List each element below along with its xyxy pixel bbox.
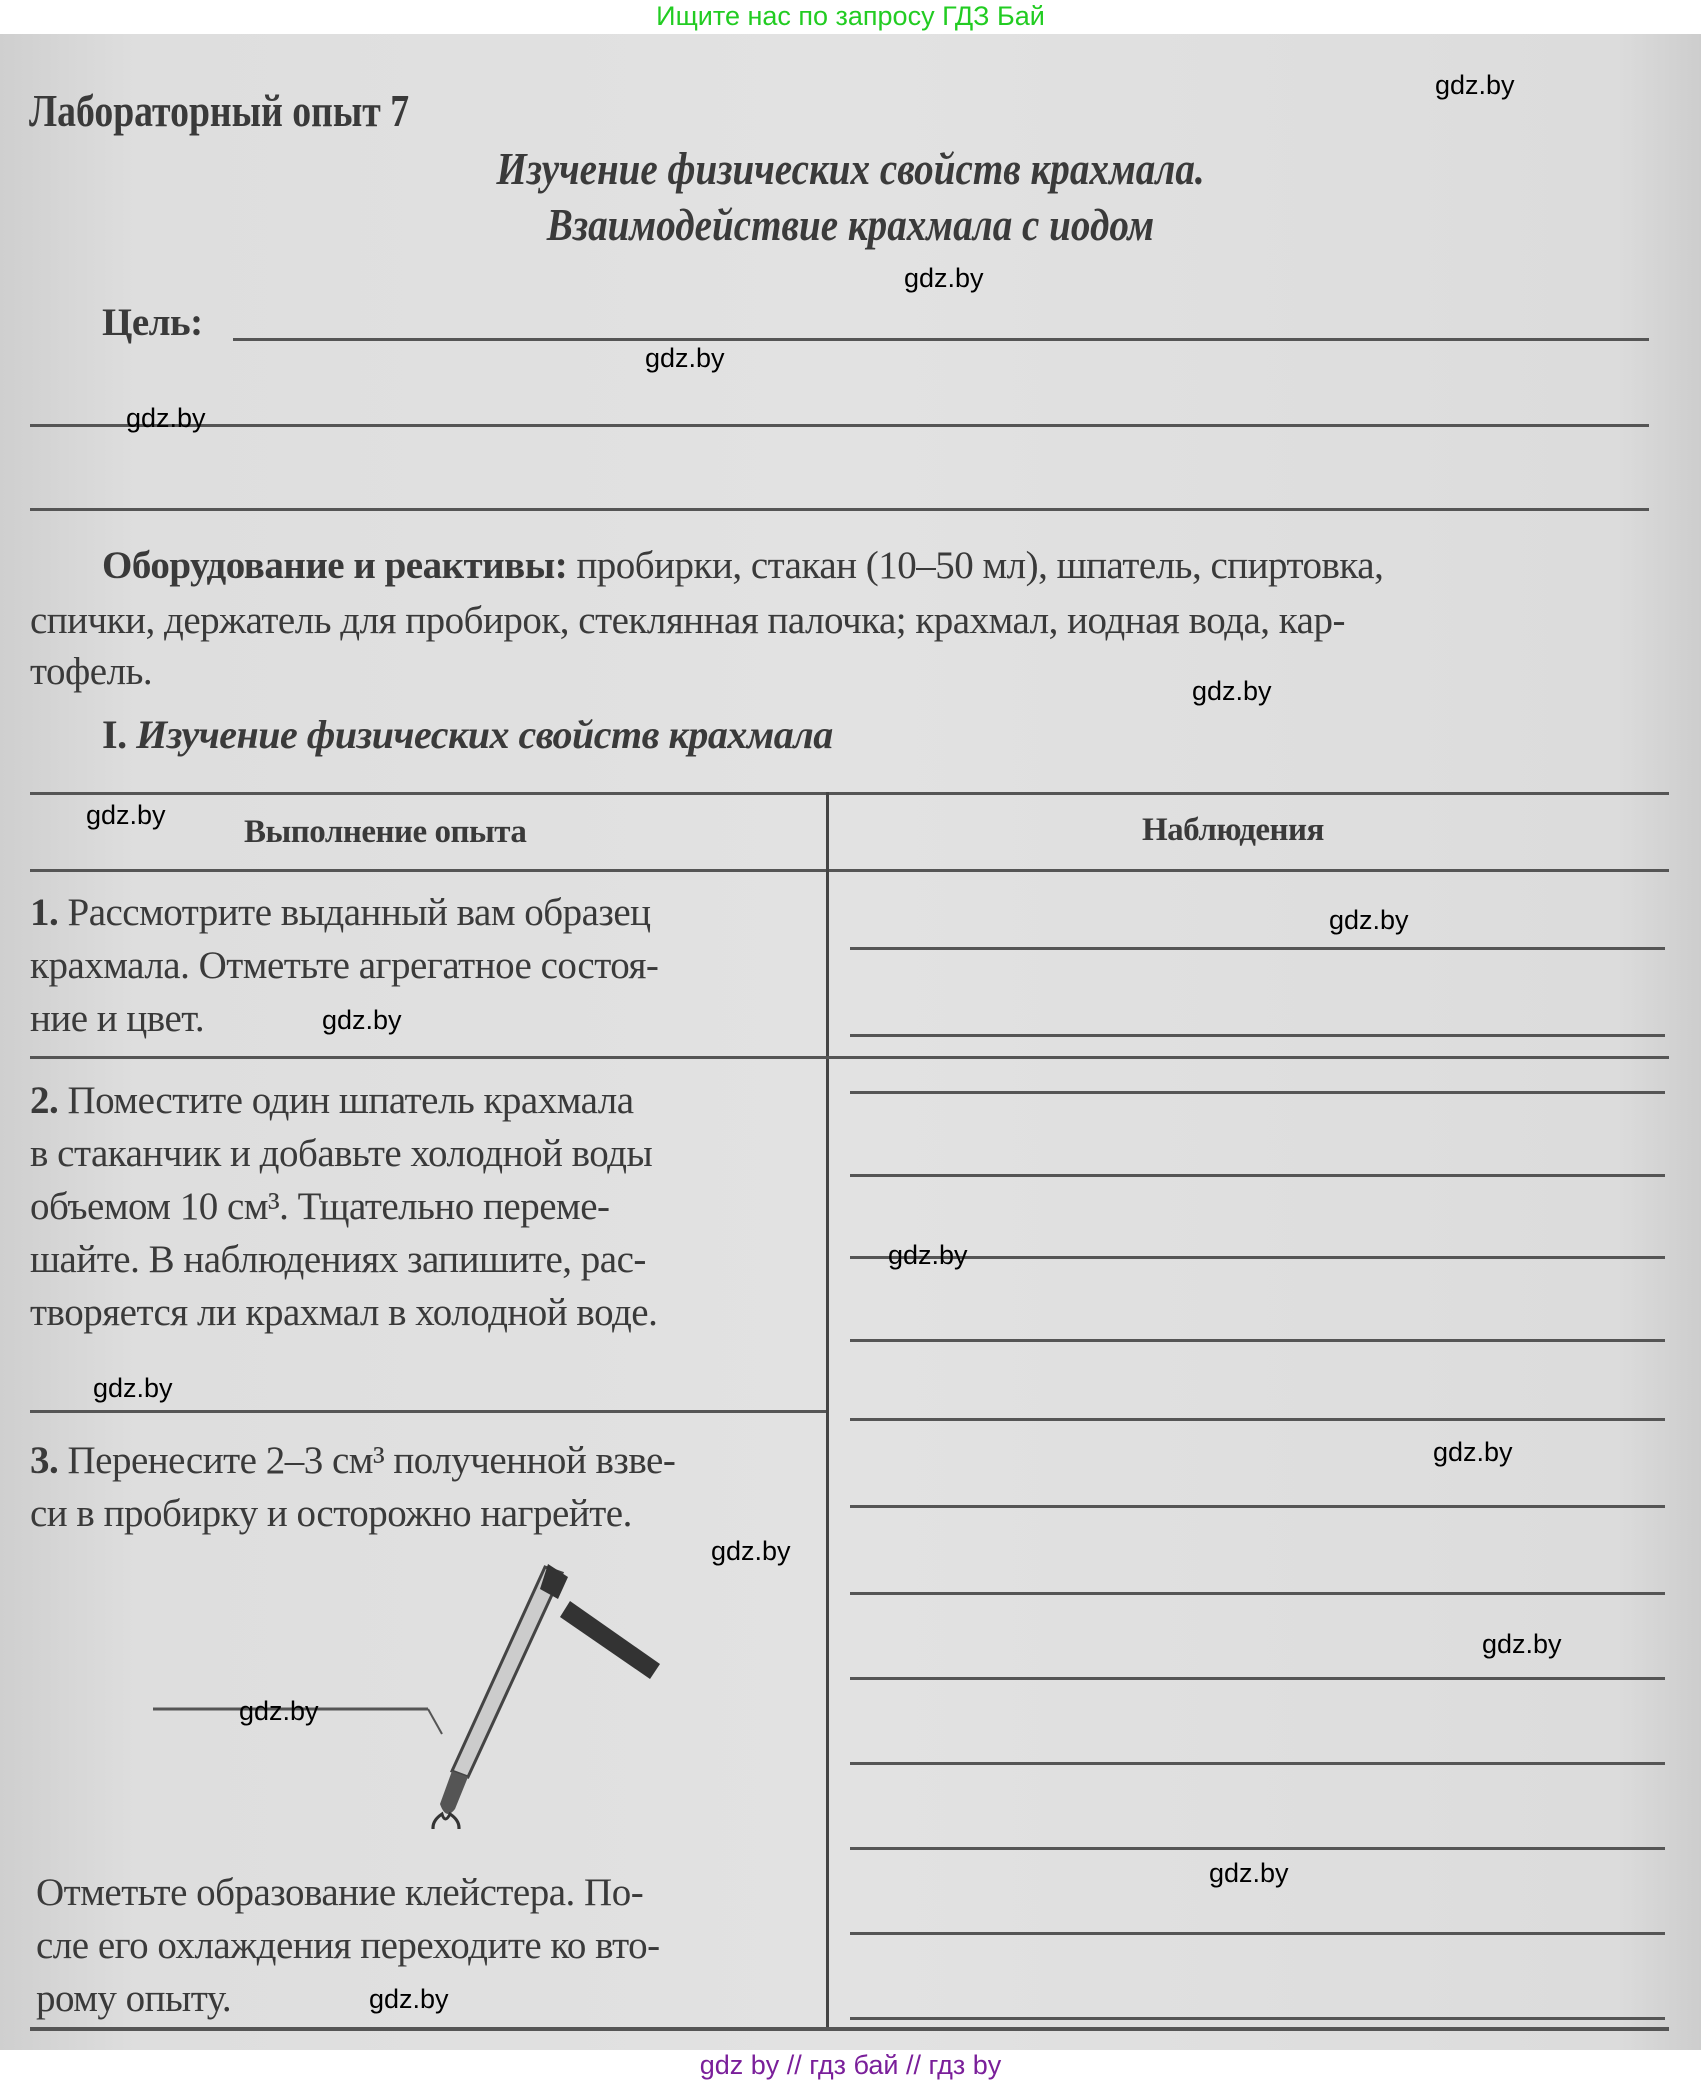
observation-line[interactable] [850,1174,1665,1177]
section-heading [102,708,833,761]
equipment-label: Оборудование и реактивы: [102,544,568,587]
observation-line[interactable] [850,1505,1665,1508]
observation-line[interactable] [850,1091,1665,1094]
flame-icon [433,1814,459,1829]
observation-line[interactable] [850,1847,1665,1850]
equipment-text: пробирки, стакан (10–50 мл), шпатель, спиртовка, [576,544,1384,587]
watermark: gdz.by [239,1696,319,1726]
col-header-procedure: Выполнение опыта [244,814,527,850]
row-separator-2 [30,1410,826,1413]
watermark: gdz.by [126,403,206,433]
watermark: gdz.by [1482,1629,1562,1659]
observation-line[interactable] [850,1256,1665,1259]
subtitle-1: Изучение физических свойств крахмала. [496,143,1205,194]
step-3: 3. Перенесите 2–3 см³ полученной взве- си в пробирку и осторожно нагрейте. [30,1439,676,1535]
observation-line[interactable] [850,1762,1665,1765]
table-top-rule [30,792,1669,795]
workbook-page [0,34,1701,2050]
goal-line-2[interactable] [30,424,1649,427]
observation-line[interactable] [850,1932,1665,1935]
search-banner[interactable]: Ищите нас по запросу ГДЗ Бай [656,1,1045,31]
section-title: Изучение физических свойств крахмала [136,712,833,757]
subtitle-2: Взаимодействие крахмала с иодом [546,199,1155,250]
table-bottom-rule [30,2027,1669,2031]
watermark: gdz.by [1433,1437,1513,1467]
observation-line[interactable] [850,1034,1665,1037]
header-bottom-rule [30,869,1669,872]
step-3-note: Отметьте образование клейстера. По- сле его охлаждения переходите ко вто- рому опыту. [36,1871,660,2020]
tube-contents [440,1771,468,1814]
equipment-line-1 [102,539,1383,592]
observation-line[interactable] [850,1339,1665,1342]
watermark: gdz.by [1329,905,1409,935]
watermark: gdz.by [1192,676,1272,706]
observation-line[interactable] [850,1418,1665,1421]
page-title: Лабораторный опыт 7 [29,85,410,136]
watermark: gdz.by [1209,1858,1289,1888]
observation-line[interactable] [850,1592,1665,1595]
watermark: gdz.by [86,800,166,830]
step-2: 2. Поместите один шпатель крахмала в стаканчик и добавьте холодной воды объемом 10 см³. Тщательно переме- шайте. В наблюдениях запишите, рас- творяется ли крахмал в холодной воде. [30,1079,658,1334]
row-separator-1 [30,1056,1669,1059]
watermark: gdz.by [93,1373,173,1403]
watermark: gdz.by [904,263,984,293]
observation-line[interactable] [850,947,1665,950]
col-header-observations: Наблюдения [1142,812,1324,848]
goal-line-1[interactable] [233,338,1649,341]
column-divider [826,792,829,2030]
step-1: 1. Рассмотрите выданный вам образец крахмала. Отметьте агрегатное состоя- ние и цвет. [30,891,659,1040]
watermark: gdz.by [322,1005,402,1035]
watermark: gdz.by [711,1536,791,1566]
test-tube-heating-illustration [150,1559,680,1829]
watermark: gdz.by [888,1240,968,1270]
observation-line[interactable] [850,1677,1665,1680]
goal-line-3[interactable] [30,508,1649,511]
watermark: gdz.by [1435,70,1515,100]
watermark: gdz.by [369,1984,449,2014]
goal-label: Цель: [102,301,203,344]
section-number: I. [102,712,127,757]
equipment-line-2: спички, держатель для пробирок, стеклянная палочка; крахмал, иодная вода, кар- [30,599,1345,642]
watermark: gdz.by [645,343,725,373]
equipment-line-3: тофель. [30,650,153,693]
test-tube-holder-icon [452,1564,660,1777]
observation-line[interactable] [850,2017,1665,2020]
footer-links[interactable]: gdz by // гдз бай // гдз by [699,2050,1002,2080]
